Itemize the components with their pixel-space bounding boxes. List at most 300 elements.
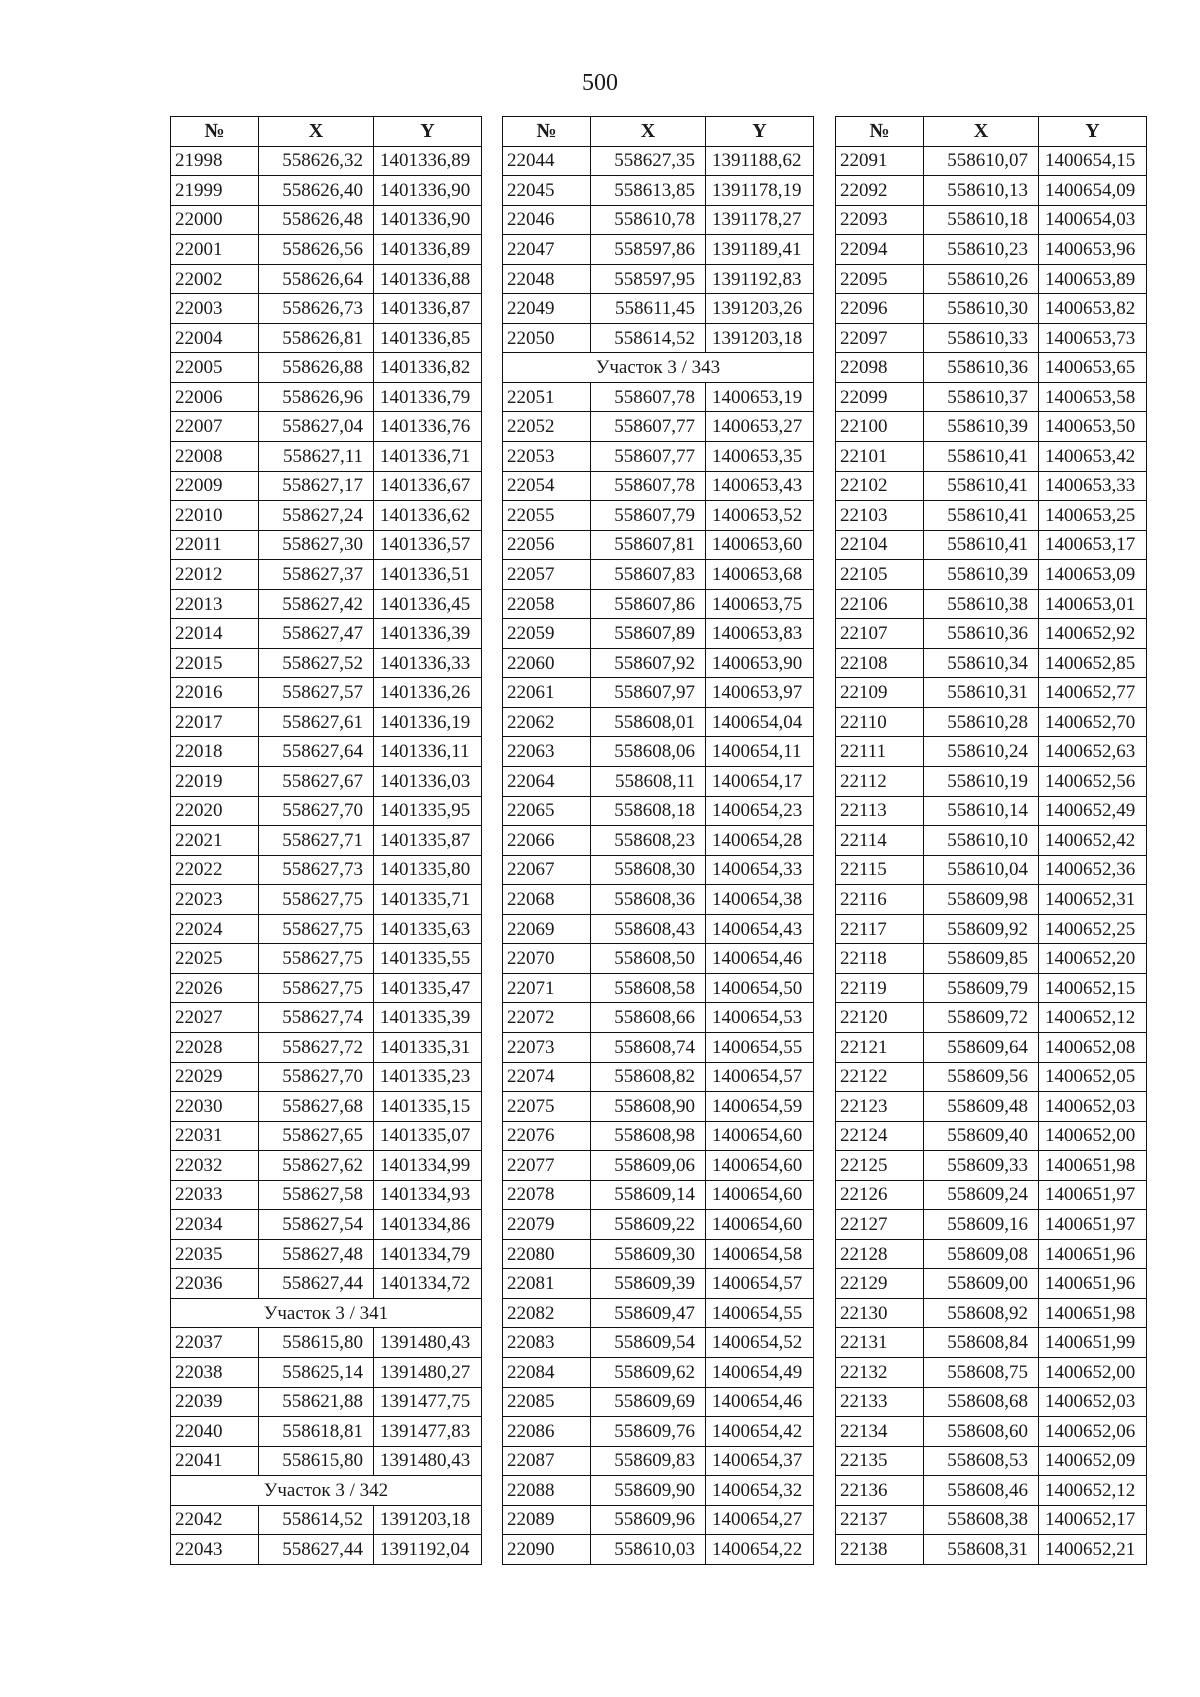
cell-number: 22057	[503, 560, 591, 590]
table-row	[503, 1062, 814, 1092]
cell-y: 1400654,60	[706, 1121, 814, 1151]
cell-y: 1400653,82	[1039, 294, 1147, 324]
cell-y: 1400653,68	[706, 560, 814, 590]
table-row	[836, 973, 1147, 1003]
cell-y: 1400653,60	[706, 530, 814, 560]
cell-number: 22090	[503, 1535, 591, 1565]
table-row	[836, 442, 1147, 472]
cell-number: 22120	[836, 1003, 924, 1033]
table-row	[171, 1151, 482, 1181]
cell-x: 558608,50	[591, 944, 706, 974]
cell-y: 1400654,37	[706, 1446, 814, 1476]
cell-x: 558609,85	[924, 944, 1039, 974]
table-row	[836, 471, 1147, 501]
table-row	[836, 294, 1147, 324]
cell-y: 1400653,25	[1039, 501, 1147, 531]
cell-x: 558607,83	[591, 560, 706, 590]
cell-x: 558609,69	[591, 1387, 706, 1417]
table-row	[171, 1417, 482, 1447]
cell-x: 558610,03	[591, 1535, 706, 1565]
cell-number: 22137	[836, 1505, 924, 1535]
cell-y: 1400652,77	[1039, 678, 1147, 708]
cell-x: 558609,54	[591, 1328, 706, 1358]
table-row	[171, 826, 482, 856]
cell-x: 558610,41	[924, 530, 1039, 560]
table-row	[171, 1092, 482, 1122]
cell-number: 22040	[171, 1417, 259, 1447]
cell-x: 558627,37	[259, 560, 374, 590]
cell-x: 558609,92	[924, 914, 1039, 944]
cell-number: 22117	[836, 914, 924, 944]
cell-number: 22077	[503, 1151, 591, 1181]
cell-y: 1400652,12	[1039, 1476, 1147, 1506]
cell-y: 1391188,62	[706, 146, 814, 176]
cell-x: 558627,70	[259, 1062, 374, 1092]
cell-x: 558627,65	[259, 1121, 374, 1151]
cell-x: 558627,17	[259, 471, 374, 501]
table-row	[836, 855, 1147, 885]
coordinates-table-3	[835, 116, 1147, 1565]
cell-y: 1400654,58	[706, 1239, 814, 1269]
cell-x: 558597,86	[591, 235, 706, 265]
cell-y: 1400651,99	[1039, 1328, 1147, 1358]
cell-x: 558610,37	[924, 382, 1039, 412]
cell-y: 1400653,27	[706, 412, 814, 442]
cell-number: 22097	[836, 323, 924, 353]
cell-number: 22020	[171, 796, 259, 826]
cell-y: 1391178,27	[706, 205, 814, 235]
cell-number: 22066	[503, 826, 591, 856]
cell-y: 1400654,09	[1039, 176, 1147, 206]
table-row	[836, 796, 1147, 826]
cell-number: 22104	[836, 530, 924, 560]
cell-y: 1401335,39	[374, 1003, 482, 1033]
cell-y: 1400652,06	[1039, 1417, 1147, 1447]
cell-number: 22129	[836, 1269, 924, 1299]
table-row	[503, 323, 814, 353]
cell-x: 558597,95	[591, 264, 706, 294]
cell-y: 1400654,27	[706, 1505, 814, 1535]
cell-y: 1400652,21	[1039, 1535, 1147, 1565]
cell-y: 1401336,11	[374, 737, 482, 767]
table-row	[171, 678, 482, 708]
cell-y: 1400651,97	[1039, 1180, 1147, 1210]
cell-y: 1400654,46	[706, 944, 814, 974]
cell-number: 22051	[503, 382, 591, 412]
table-row	[171, 1535, 482, 1565]
cell-y: 1400652,08	[1039, 1032, 1147, 1062]
table-row	[171, 412, 482, 442]
cell-number: 22033	[171, 1180, 259, 1210]
table-row	[503, 1328, 814, 1358]
cell-x: 558611,45	[591, 294, 706, 324]
table-row	[836, 589, 1147, 619]
cell-number: 22058	[503, 589, 591, 619]
cell-x: 558609,24	[924, 1180, 1039, 1210]
cell-y: 1401335,23	[374, 1062, 482, 1092]
table-row	[836, 944, 1147, 974]
table-row	[171, 235, 482, 265]
table-row	[171, 767, 482, 797]
cell-number: 22035	[171, 1239, 259, 1269]
cell-number: 22002	[171, 264, 259, 294]
table-row	[171, 885, 482, 915]
cell-number: 22125	[836, 1151, 924, 1181]
cell-x: 558609,76	[591, 1417, 706, 1447]
cell-x: 558608,18	[591, 796, 706, 826]
cell-x: 558607,89	[591, 619, 706, 649]
cell-x: 558609,06	[591, 1151, 706, 1181]
cell-x: 558627,54	[259, 1210, 374, 1240]
cell-number: 22037	[171, 1328, 259, 1358]
table-row	[836, 826, 1147, 856]
cell-y: 1400652,00	[1039, 1357, 1147, 1387]
section-row	[171, 1476, 482, 1506]
cell-x: 558610,04	[924, 855, 1039, 885]
cell-x: 558618,81	[259, 1417, 374, 1447]
cell-y: 1401336,85	[374, 323, 482, 353]
cell-y: 1391480,43	[374, 1328, 482, 1358]
cell-number: 22073	[503, 1032, 591, 1062]
table-row	[503, 1032, 814, 1062]
cell-number: 22032	[171, 1151, 259, 1181]
cell-x: 558627,24	[259, 501, 374, 531]
cell-x: 558607,86	[591, 589, 706, 619]
header-number: №	[171, 117, 259, 147]
cell-y: 1400653,33	[1039, 471, 1147, 501]
cell-number: 22030	[171, 1092, 259, 1122]
cell-x: 558607,92	[591, 648, 706, 678]
cell-y: 1401335,71	[374, 885, 482, 915]
cell-x: 558608,01	[591, 707, 706, 737]
cell-x: 558609,72	[924, 1003, 1039, 1033]
cell-y: 1400651,98	[1039, 1298, 1147, 1328]
cell-y: 1400652,17	[1039, 1505, 1147, 1535]
cell-x: 558627,47	[259, 619, 374, 649]
table-row	[836, 264, 1147, 294]
table-row	[171, 973, 482, 1003]
table-row	[503, 235, 814, 265]
cell-number: 22085	[503, 1387, 591, 1417]
cell-number: 22076	[503, 1121, 591, 1151]
cell-y: 1400654,38	[706, 885, 814, 915]
cell-y: 1401336,71	[374, 442, 482, 472]
section-title: Участок 3 / 343	[503, 353, 814, 383]
cell-number: 22046	[503, 205, 591, 235]
cell-number: 22119	[836, 973, 924, 1003]
cell-y: 1401336,79	[374, 382, 482, 412]
cell-x: 558627,58	[259, 1180, 374, 1210]
cell-number: 22043	[171, 1535, 259, 1565]
cell-x: 558627,57	[259, 678, 374, 708]
table-row	[836, 1417, 1147, 1447]
cell-y: 1400652,12	[1039, 1003, 1147, 1033]
table-row	[836, 560, 1147, 590]
cell-number: 22050	[503, 323, 591, 353]
cell-number: 22011	[171, 530, 259, 560]
cell-number: 22015	[171, 648, 259, 678]
cell-y: 1401336,87	[374, 294, 482, 324]
table-row	[171, 737, 482, 767]
cell-y: 1401335,80	[374, 855, 482, 885]
cell-y: 1400652,03	[1039, 1387, 1147, 1417]
cell-number: 22044	[503, 146, 591, 176]
section-title: Участок 3 / 341	[171, 1298, 482, 1328]
cell-x: 558627,48	[259, 1239, 374, 1269]
cell-number: 22126	[836, 1180, 924, 1210]
table-row	[503, 589, 814, 619]
cell-y: 1400652,03	[1039, 1092, 1147, 1122]
cell-x: 558609,08	[924, 1239, 1039, 1269]
cell-x: 558610,36	[924, 619, 1039, 649]
cell-y: 1400652,00	[1039, 1121, 1147, 1151]
cell-number: 22089	[503, 1505, 591, 1535]
table-row	[836, 1387, 1147, 1417]
cell-number: 22116	[836, 885, 924, 915]
table-row	[503, 678, 814, 708]
cell-y: 1400652,31	[1039, 885, 1147, 915]
table-row	[836, 235, 1147, 265]
cell-number: 22038	[171, 1357, 259, 1387]
cell-number: 22022	[171, 855, 259, 885]
cell-y: 1400654,49	[706, 1357, 814, 1387]
table-row	[836, 767, 1147, 797]
cell-y: 1400654,55	[706, 1298, 814, 1328]
cell-x: 558627,52	[259, 648, 374, 678]
cell-number: 22041	[171, 1446, 259, 1476]
table-row	[503, 530, 814, 560]
cell-y: 1400654,03	[1039, 205, 1147, 235]
cell-x: 558608,31	[924, 1535, 1039, 1565]
cell-number: 22132	[836, 1357, 924, 1387]
cell-y: 1400653,19	[706, 382, 814, 412]
table-row	[503, 1269, 814, 1299]
table-row	[503, 1180, 814, 1210]
cell-x: 558608,75	[924, 1357, 1039, 1387]
cell-y: 1400653,65	[1039, 353, 1147, 383]
table-row	[836, 1121, 1147, 1151]
table-row	[836, 1357, 1147, 1387]
cell-number: 22078	[503, 1180, 591, 1210]
cell-y: 1400653,42	[1039, 442, 1147, 472]
cell-y: 1401336,39	[374, 619, 482, 649]
cell-x: 558627,75	[259, 914, 374, 944]
cell-y: 1391178,19	[706, 176, 814, 206]
cell-y: 1401336,45	[374, 589, 482, 619]
table-row	[503, 944, 814, 974]
cell-number: 22109	[836, 678, 924, 708]
cell-x: 558627,62	[259, 1151, 374, 1181]
cell-y: 1401335,87	[374, 826, 482, 856]
cell-x: 558614,52	[591, 323, 706, 353]
cell-number: 22047	[503, 235, 591, 265]
table-row	[171, 1269, 482, 1299]
cell-x: 558626,56	[259, 235, 374, 265]
table-row	[836, 412, 1147, 442]
cell-y: 1400653,09	[1039, 560, 1147, 590]
table-row	[836, 707, 1147, 737]
table-row	[503, 1505, 814, 1535]
cell-x: 558627,70	[259, 796, 374, 826]
cell-number: 22093	[836, 205, 924, 235]
cell-number: 22008	[171, 442, 259, 472]
cell-y: 1400652,56	[1039, 767, 1147, 797]
cell-x: 558608,90	[591, 1092, 706, 1122]
cell-y: 1401334,79	[374, 1239, 482, 1269]
page-number: 500	[582, 70, 618, 96]
table-row	[836, 914, 1147, 944]
cell-number: 22013	[171, 589, 259, 619]
cell-y: 1401335,47	[374, 973, 482, 1003]
table-row	[836, 1092, 1147, 1122]
cell-y: 1400651,96	[1039, 1239, 1147, 1269]
cell-number: 22023	[171, 885, 259, 915]
cell-y: 1400652,25	[1039, 914, 1147, 944]
cell-x: 558610,30	[924, 294, 1039, 324]
table-row	[503, 1239, 814, 1269]
cell-number: 22121	[836, 1032, 924, 1062]
cell-y: 1401334,93	[374, 1180, 482, 1210]
cell-y: 1401336,90	[374, 176, 482, 206]
cell-number: 22009	[171, 471, 259, 501]
cell-x: 558610,34	[924, 648, 1039, 678]
cell-x: 558610,26	[924, 264, 1039, 294]
table-row	[503, 1446, 814, 1476]
cell-x: 558627,04	[259, 412, 374, 442]
header-number: №	[503, 117, 591, 147]
cell-y: 1401336,33	[374, 648, 482, 678]
table-row	[503, 1476, 814, 1506]
cell-x: 558610,38	[924, 589, 1039, 619]
coordinates-table-1	[170, 116, 482, 1565]
cell-y: 1400652,42	[1039, 826, 1147, 856]
cell-y: 1400654,57	[706, 1269, 814, 1299]
cell-y: 1400654,17	[706, 767, 814, 797]
cell-number: 22094	[836, 235, 924, 265]
table-row	[171, 323, 482, 353]
cell-number: 22070	[503, 944, 591, 974]
cell-number: 22113	[836, 796, 924, 826]
cell-y: 1401336,62	[374, 501, 482, 531]
cell-x: 558610,39	[924, 412, 1039, 442]
cell-y: 1400654,11	[706, 737, 814, 767]
cell-x: 558615,80	[259, 1328, 374, 1358]
cell-number: 22081	[503, 1269, 591, 1299]
cell-x: 558626,81	[259, 323, 374, 353]
cell-number: 22042	[171, 1505, 259, 1535]
cell-x: 558609,98	[924, 885, 1039, 915]
cell-number: 22095	[836, 264, 924, 294]
cell-y: 1400654,32	[706, 1476, 814, 1506]
cell-x: 558609,83	[591, 1446, 706, 1476]
cell-x: 558608,68	[924, 1387, 1039, 1417]
table-row	[503, 796, 814, 826]
cell-x: 558609,48	[924, 1092, 1039, 1122]
cell-y: 1400653,52	[706, 501, 814, 531]
header-y: Y	[706, 117, 814, 147]
cell-y: 1400652,05	[1039, 1062, 1147, 1092]
cell-y: 1400654,50	[706, 973, 814, 1003]
table-row	[503, 294, 814, 324]
cell-x: 558608,46	[924, 1476, 1039, 1506]
cell-x: 558627,64	[259, 737, 374, 767]
cell-number: 22087	[503, 1446, 591, 1476]
cell-x: 558627,75	[259, 885, 374, 915]
table-row	[503, 471, 814, 501]
cell-number: 22131	[836, 1328, 924, 1358]
cell-number: 22031	[171, 1121, 259, 1151]
cell-x: 558608,23	[591, 826, 706, 856]
cell-number: 22099	[836, 382, 924, 412]
cell-number: 22049	[503, 294, 591, 324]
cell-number: 22084	[503, 1357, 591, 1387]
cell-y: 1401335,63	[374, 914, 482, 944]
cell-y: 1400653,43	[706, 471, 814, 501]
table-row	[503, 885, 814, 915]
header-x: X	[591, 117, 706, 147]
cell-x: 558609,47	[591, 1298, 706, 1328]
cell-x: 558610,41	[924, 442, 1039, 472]
cell-y: 1401334,86	[374, 1210, 482, 1240]
cell-y: 1391477,83	[374, 1417, 482, 1447]
table-row	[171, 707, 482, 737]
cell-x: 558609,39	[591, 1269, 706, 1299]
cell-number: 22052	[503, 412, 591, 442]
cell-x: 558608,11	[591, 767, 706, 797]
cell-x: 558610,19	[924, 767, 1039, 797]
cell-x: 558609,16	[924, 1210, 1039, 1240]
cell-x: 558610,14	[924, 796, 1039, 826]
cell-x: 558626,64	[259, 264, 374, 294]
cell-y: 1391192,04	[374, 1535, 482, 1565]
cell-x: 558608,38	[924, 1505, 1039, 1535]
table-row	[503, 737, 814, 767]
cell-number: 22062	[503, 707, 591, 737]
cell-x: 558627,71	[259, 826, 374, 856]
cell-y: 1401335,55	[374, 944, 482, 974]
table-row	[503, 1298, 814, 1328]
cell-y: 1391203,18	[706, 323, 814, 353]
table-row	[171, 560, 482, 590]
cell-y: 1401336,67	[374, 471, 482, 501]
cell-x: 558609,30	[591, 1239, 706, 1269]
cell-number: 22107	[836, 619, 924, 649]
cell-y: 1400652,36	[1039, 855, 1147, 885]
table-row	[171, 1003, 482, 1033]
cell-x: 558608,60	[924, 1417, 1039, 1447]
cell-x: 558609,40	[924, 1121, 1039, 1151]
table-row	[171, 589, 482, 619]
cell-y: 1400652,92	[1039, 619, 1147, 649]
cell-y: 1401336,51	[374, 560, 482, 590]
cell-number: 22036	[171, 1269, 259, 1299]
cell-x: 558608,74	[591, 1032, 706, 1062]
cell-number: 22111	[836, 737, 924, 767]
cell-y: 1400654,15	[1039, 146, 1147, 176]
cell-x: 558609,00	[924, 1269, 1039, 1299]
cell-x: 558609,22	[591, 1210, 706, 1240]
table-row	[836, 1032, 1147, 1062]
cell-x: 558608,82	[591, 1062, 706, 1092]
cell-y: 1391203,18	[374, 1505, 482, 1535]
cell-number: 22034	[171, 1210, 259, 1240]
cell-y: 1400653,58	[1039, 382, 1147, 412]
table-row	[171, 442, 482, 472]
table-row	[503, 442, 814, 472]
cell-number: 22115	[836, 855, 924, 885]
cell-number: 22082	[503, 1298, 591, 1328]
cell-number: 22106	[836, 589, 924, 619]
